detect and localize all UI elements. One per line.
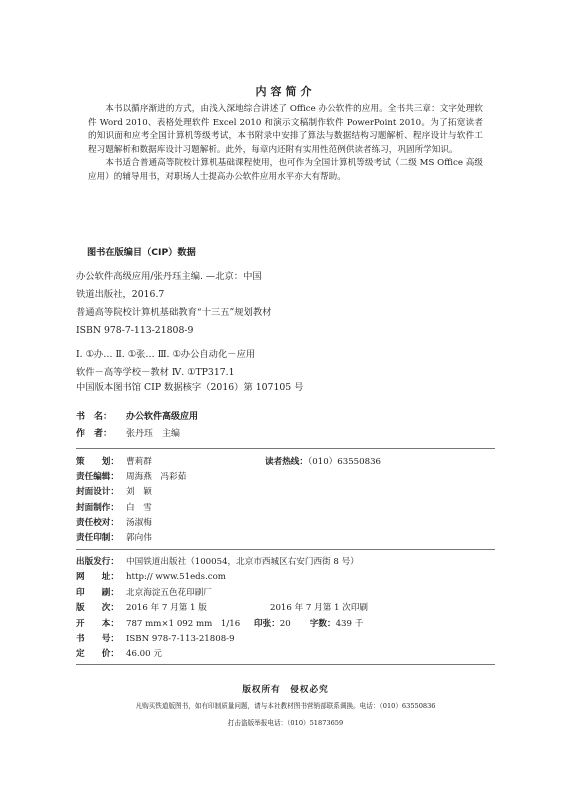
staff-row <box>76 531 186 546</box>
format-label: 开 本： <box>76 618 119 629</box>
printing-value: 2016 年 7 月第 1 次印刷 <box>270 603 369 614</box>
cip-record-number: 中国版本图书馆 CIP 数据核字（2016）第 107105 号 <box>76 382 304 393</box>
book-title-label: 书 名： <box>76 412 113 422</box>
intro-text <box>88 103 483 185</box>
divider <box>76 549 495 550</box>
staff-row <box>76 455 186 470</box>
cip-line: 普通高等院校计算机基础教育“十三五”规划教材 <box>76 307 272 318</box>
publication-info <box>76 555 368 663</box>
staff-label: 责任编辑： <box>76 472 119 483</box>
printer-value: 北京海淀五色花印刷厂 <box>126 587 212 598</box>
piracy-hotline: 打击盗版举报电话：（010）51873659 <box>227 719 344 727</box>
book-title-value: 办公软件高级应用 <box>126 412 199 422</box>
copyright-notice: 版权所有 侵权必究 <box>242 685 329 695</box>
reader-hotline <box>265 455 381 470</box>
book-info <box>76 409 198 443</box>
staff-value: 刘 颖 <box>126 487 152 498</box>
words-value: 439 千 <box>335 618 364 629</box>
cip-line: 铁道出版社，2016.7 <box>76 289 165 300</box>
staff-row <box>76 470 186 485</box>
sheets-value: 20 <box>279 618 291 629</box>
publisher-label: 出版发行： <box>76 557 119 567</box>
staff-value: 汤淑梅 <box>126 517 152 528</box>
reader-hotline-value: （010）63550836 <box>307 457 382 467</box>
staff-label: 责任校对： <box>76 517 119 528</box>
divider <box>76 664 495 665</box>
intro-title: 内容简介 <box>255 85 316 98</box>
sheets-label: 印张： <box>254 618 280 629</box>
staff-label: 责任印制： <box>76 532 119 543</box>
divider <box>76 448 495 449</box>
price-label: 定 价： <box>76 649 119 660</box>
isbn-label: 书 号： <box>76 633 119 644</box>
cip-line: ISBN 978-7-113-21808-9 <box>76 325 194 336</box>
staff-list <box>76 455 186 546</box>
reader-hotline-label: 读者热线： <box>265 457 308 467</box>
cip-line: 办公软件高级应用/张丹珏主编. —北京：中国 <box>76 271 262 282</box>
printer-label: 印 刷： <box>76 587 119 598</box>
edition-label: 版 次： <box>76 603 119 614</box>
website-value: http:// www.51eds.com <box>126 572 226 583</box>
cip-line: Ⅰ. ①办… Ⅱ. ①张… Ⅲ. ①办公自动化－应用 <box>76 349 256 360</box>
intro-paragraph: 本书适合普通高等院校计算机基础课程使用，也可作为全国计算机等级考试（二级 MS Office 高级应用）的辅导用书，对职场人士提高办公软件应用水平亦大有帮助。 <box>88 158 483 182</box>
staff-row <box>76 516 186 531</box>
staff-value: 周海燕 冯彩茹 <box>126 472 187 483</box>
isbn-value: ISBN 978-7-113-21808-9 <box>126 633 235 644</box>
staff-value: 白 雪 <box>126 502 152 513</box>
book-author-value: 张丹珏 主编 <box>126 429 181 439</box>
format-value: 787 mm×1 092 mm 1/16 <box>126 618 241 629</box>
staff-row <box>76 485 186 500</box>
cip-line: 软件－高等学校－教材 Ⅳ. ①TP317.1 <box>76 367 235 378</box>
cip-block <box>76 268 496 382</box>
cip-heading: 图书在版编目（CIP）数据 <box>87 247 196 258</box>
words-label: 字数： <box>309 618 336 629</box>
staff-row <box>76 501 186 516</box>
staff-value: 曹莉群 <box>126 457 152 467</box>
staff-value: 郭向伟 <box>126 532 152 543</box>
publisher-value: 中国铁道出版社（100054，北京市西城区右安门西街 8 号） <box>126 557 359 567</box>
quality-notice: 凡购买铁道版图书，如有印制质量问题，请与本社教材图书营销部联系调换。电话：（010）63550836 <box>135 702 436 710</box>
edition-value: 2016 年 7 月第 1 版 <box>126 603 207 614</box>
book-author-label: 作 者： <box>76 429 113 439</box>
staff-label: 封面设计： <box>76 487 119 498</box>
price-value: 46.00 元 <box>126 649 162 660</box>
website-label: 网 址： <box>76 572 119 583</box>
staff-label: 策 划： <box>76 457 119 467</box>
intro-paragraph: 本书以循序渐进的方式，由浅入深地综合讲述了 Office 办公软件的应用。全书共三章：文字处理软件 Word 2010、表格处理软件 Excel 2010 和演示文稿制作软件 PowerPoint 2010。为了拓宽读者的知识面和应考全国计算机等级考试，本书附录中安排了算法与数据结构习题解析、程序设计与软件工程习题解析和数据库设计习题解析。此外，每章内还附有实用性范例供读者练习，巩固所学知识。 <box>88 104 483 155</box>
staff-label: 封面制作： <box>76 502 119 513</box>
